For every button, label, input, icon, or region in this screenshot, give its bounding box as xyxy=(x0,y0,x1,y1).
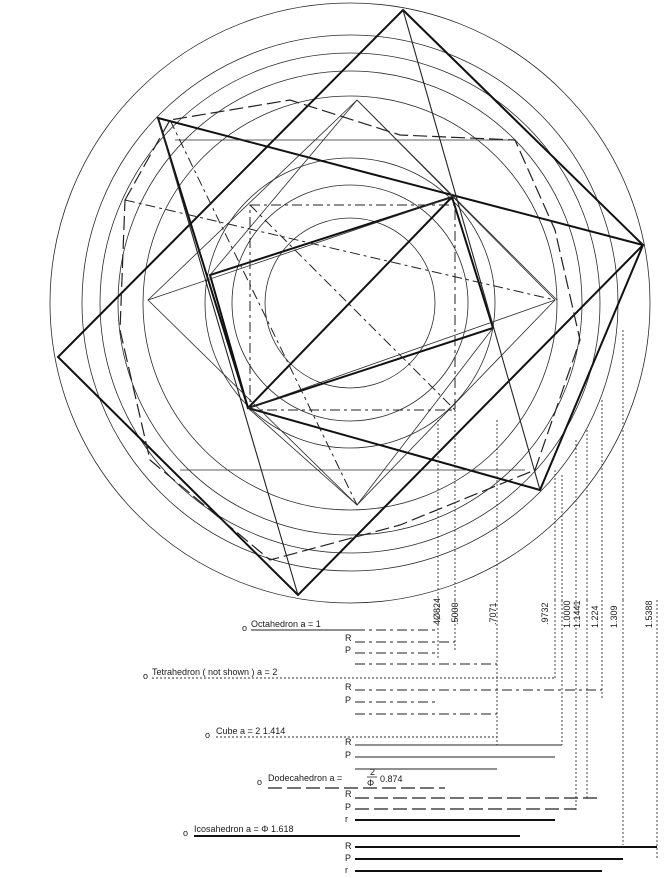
cube-label: Cube a = 2 1.414 xyxy=(216,726,286,736)
marker: o xyxy=(143,671,149,681)
sub-r-small: r xyxy=(345,865,348,875)
tick-octa-inner: 4Ø824 xyxy=(432,597,442,625)
tick-dodeca-outer: 1.5388 xyxy=(644,600,654,628)
tick-octa-mid: .7071 xyxy=(488,602,498,625)
sub-r: R xyxy=(345,789,352,799)
sub-r: R xyxy=(345,841,352,851)
projection-lines xyxy=(438,330,657,858)
tetrahedron-label: Tetrahedron ( not shown ) a = 2 xyxy=(152,667,278,677)
sub-p: P xyxy=(345,645,352,655)
tick-cube-mid: 1.0000 xyxy=(562,600,572,628)
dodecahedron-label: Dodecahedron a = xyxy=(268,773,343,783)
row-tetrahedron xyxy=(143,667,602,714)
inner-square xyxy=(210,197,493,408)
tick-octa-half: .5000 xyxy=(450,602,460,625)
radius-tick-labels xyxy=(432,598,654,628)
sub-p: P xyxy=(345,853,352,863)
marker: o xyxy=(257,777,263,787)
row-cube xyxy=(205,726,562,769)
sub-p: P xyxy=(345,695,352,705)
tick-dodeca-mid: 1.1441 xyxy=(572,600,582,628)
diagonal-1 xyxy=(248,197,452,408)
dodeca-value: 0.874 xyxy=(380,774,403,784)
diagonal-2 xyxy=(158,118,298,595)
tick-tetra-outer: 1.224 xyxy=(590,605,600,628)
octahedron-label: Octahedron a = 1 xyxy=(251,619,321,629)
sub-r: R xyxy=(345,682,352,692)
sub-r: R xyxy=(345,737,352,747)
row-icosahedron xyxy=(183,824,657,875)
tick-icosa-inner: 1.309 xyxy=(609,605,619,628)
row-dodecahedron xyxy=(257,767,602,824)
marker: o xyxy=(183,828,189,838)
sub-p: P xyxy=(345,802,352,812)
tick-dodeca-inner: .9732 xyxy=(540,602,550,625)
dodeca-fraction-numerator: 2 xyxy=(370,767,376,777)
sub-r: R xyxy=(345,633,352,643)
marker: o xyxy=(205,730,211,740)
dodeca-fraction-denominator: Φ xyxy=(367,778,375,788)
sub-p: P xyxy=(345,750,352,760)
marker: o xyxy=(242,623,248,633)
triangle-construction xyxy=(148,100,557,505)
sub-r-small: r xyxy=(345,814,348,824)
icosahedron-label: Icosahedron a = Φ 1.618 xyxy=(194,824,294,834)
